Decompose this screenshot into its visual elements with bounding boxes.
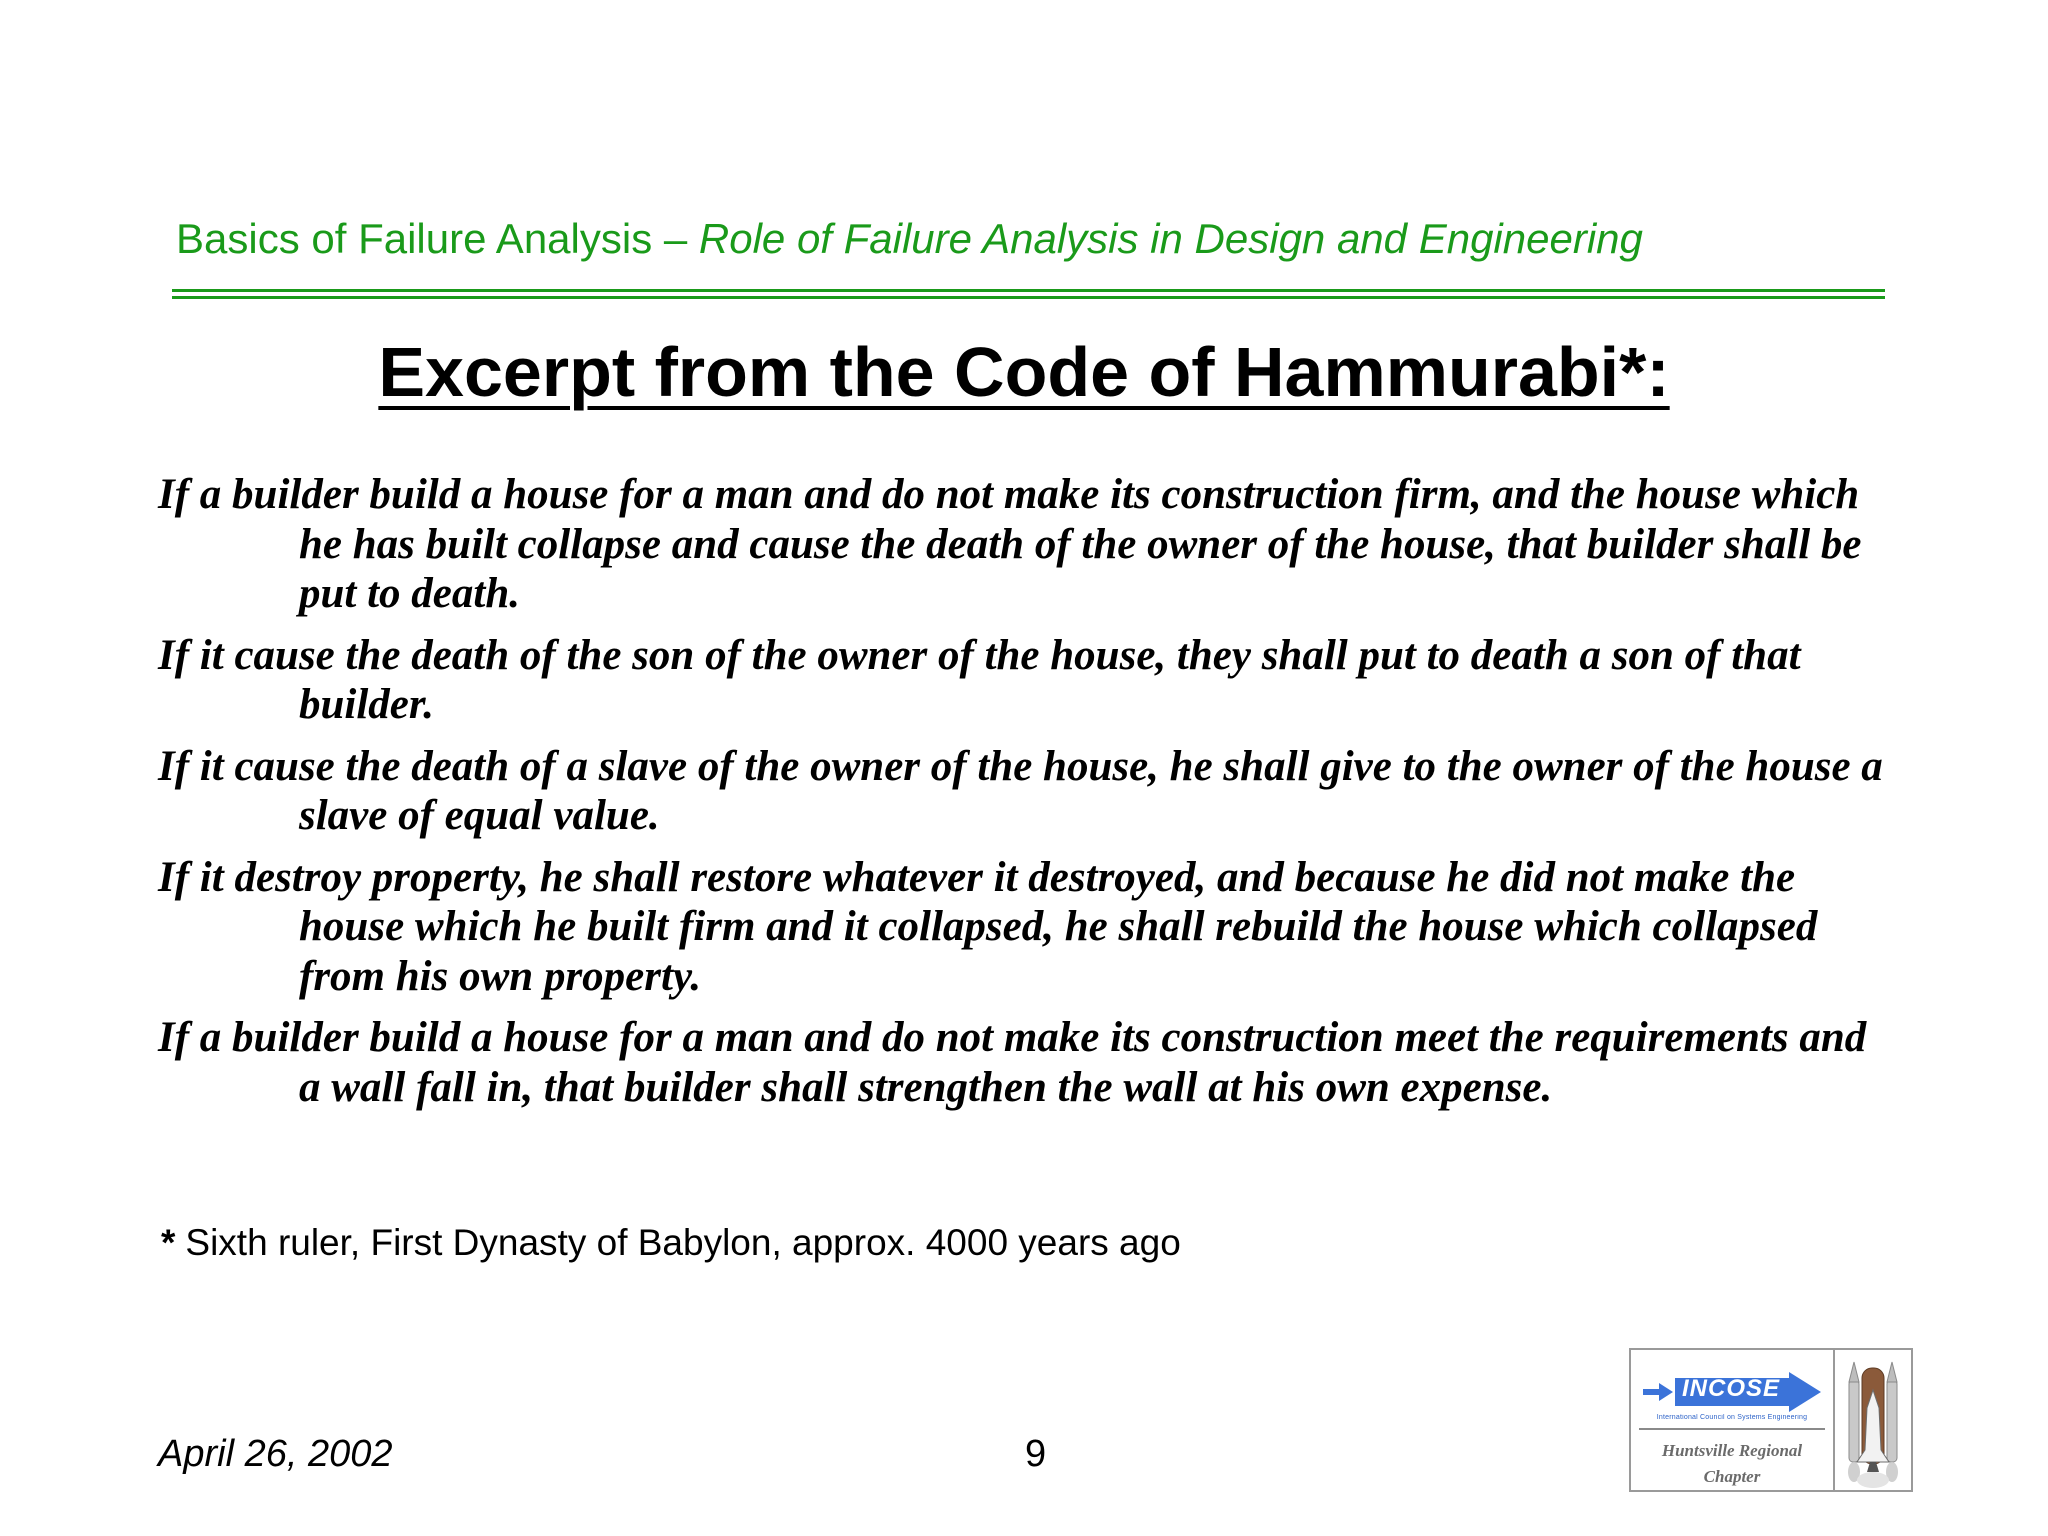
law-item: If it cause the death of a slave of the owner of the house, he shall give to the owner of the house a slave of equal value. [158,742,1883,839]
law-item: If it destroy property, he shall restore whatever it destroyed, and because he did not make the house which he built firm and it collapsed, he shall rebuild the house which collapsed from his own property. [158,853,1818,1000]
footnote [161,1222,1181,1264]
law-item: If a builder build a house for a man and do not make its construction meet the requirements and a wall fall in, that builder shall strengthen the wall at his own expense. [158,1014,1867,1111]
law-item: If it cause the death of the son of the owner of the house, they shall put to death a son of that builder. [158,631,1801,728]
incose-logo [1629,1348,1913,1492]
logo-text-panel [1631,1350,1835,1490]
space-shuttle-icon [1835,1350,1911,1490]
page-number: 9 [1025,1433,1047,1475]
slide-title-text: Excerpt from the Code of Hammurabi*: [378,333,1670,411]
logo-divider [1639,1428,1825,1430]
slide-header [176,215,1643,263]
logo-chapter [1635,1438,1829,1490]
footnote-marker: * [161,1222,176,1263]
footnote-text: Sixth ruler, First Dynasty of Babylon, approx. 4000 years ago [185,1222,1181,1263]
header-rule-top [172,289,1885,292]
logo-brand-text: INCOSE [1681,1375,1780,1402]
law-item: If a builder build a house for a man and do not make its construction firm, and the house which he has built collapse and cause the death of the owner of the house, that builder shall be put to death. [158,471,1862,617]
logo-council-text: International Council on Systems Engineering [1656,1414,1808,1421]
footer-date: April 26, 2002 [158,1433,393,1475]
logo-chapter-line2: Chapter [1703,1467,1761,1486]
header-title: Basics of Failure Analysis – [176,215,699,262]
hammurabi-laws-list [158,470,1898,1124]
header-subtitle: Role of Failure Analysis in Design and Engineering [698,215,1643,262]
logo-chapter-line1: Huntsville Regional [1661,1441,1803,1460]
header-rule-bottom [172,296,1885,299]
slide-title [0,332,2048,412]
